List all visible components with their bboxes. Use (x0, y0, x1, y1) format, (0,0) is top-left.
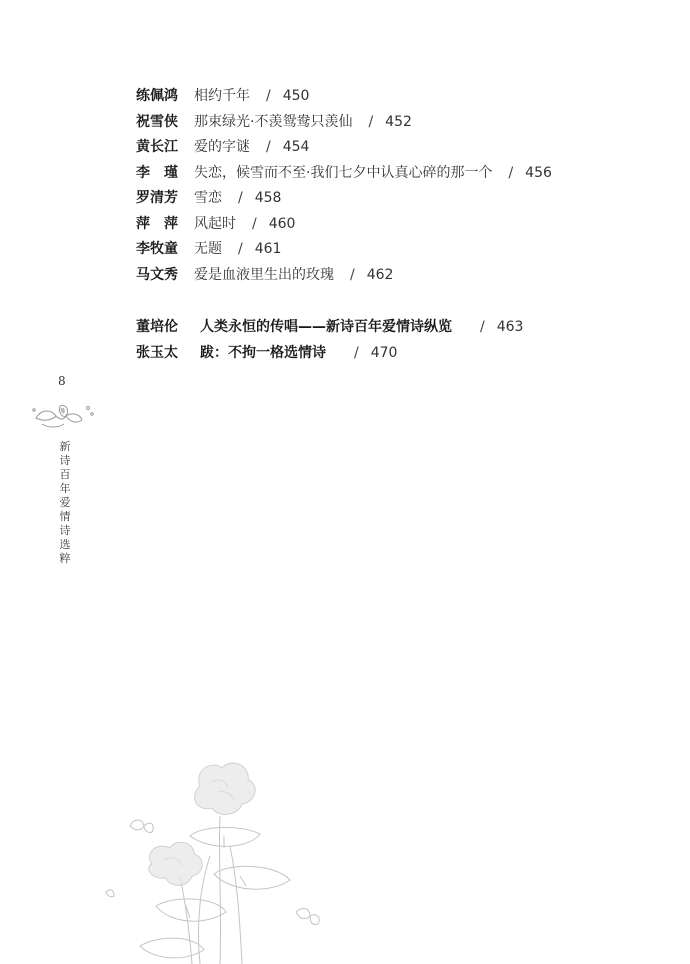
entry-author: 李 瑾 (136, 164, 178, 181)
entry-title: 无题 / 461 (194, 241, 282, 257)
book-title-char: 诗 (59, 524, 71, 537)
entry-title: 风起时 / 460 (194, 215, 296, 232)
entry-page-number: 461 (254, 241, 282, 257)
flower-illustration-icon (100, 756, 340, 964)
entry-author: 李牧童 (136, 241, 178, 257)
entry-separator: / (508, 164, 514, 181)
entry-page-number: 452 (385, 113, 412, 130)
entry-author: 黄长江 (136, 139, 178, 155)
entry-author: 马文秀 (136, 266, 178, 283)
page-folio: 8 (58, 374, 66, 388)
entry-separator: / (350, 266, 355, 283)
entry-page-number: 463 (496, 319, 524, 335)
entry-page-number: 462 (366, 266, 394, 283)
running-book-title (58, 440, 72, 566)
entry-separator: / (480, 319, 485, 335)
entry-separator: / (238, 241, 243, 257)
entry-separator: / (368, 113, 374, 130)
book-title-char: 百 (59, 468, 71, 481)
entry-separator: / (266, 88, 271, 104)
entry-title: 跋：不拘一格选情诗 / 470 (200, 345, 398, 361)
entry-title: 人类永恒的传唱——新诗百年爱情诗纵览 / 463 (200, 319, 524, 335)
entry-page-number: 454 (282, 139, 310, 155)
book-title-char: 粹 (59, 552, 71, 565)
entry-author: 罗清芳 (136, 190, 178, 206)
book-title-char: 年 (59, 482, 71, 495)
entry-author: 萍 萍 (136, 215, 178, 232)
entry-title: 那束绿光·不羡鸳鸯只羡仙 / 452 (194, 113, 412, 130)
entry-title: 爱是血液里生出的玫瑰 / 462 (194, 266, 394, 283)
entry-page-number: 450 (282, 88, 310, 104)
entry-title: 雪恋 / 458 (194, 190, 282, 206)
entry-separator: / (266, 139, 271, 155)
floral-ornament-icon (30, 398, 96, 430)
entry-author: 董培伦 (136, 319, 178, 335)
book-title-char: 诗 (59, 454, 71, 467)
book-title-char: 新 (59, 440, 71, 453)
entry-author: 祝雪侠 (136, 113, 178, 130)
entry-title: 相约千年 / 450 (194, 88, 310, 104)
book-title-char: 选 (59, 538, 71, 551)
entry-author: 练佩鸿 (136, 88, 178, 104)
entry-separator: / (252, 215, 257, 232)
entry-page-number: 470 (370, 345, 398, 361)
entry-title: 失恋，候雪而不至·我们七夕中认真心碎的那一个 / 456 (194, 164, 552, 181)
entry-page-number: 460 (268, 215, 296, 232)
book-title-char: 情 (59, 510, 71, 523)
entry-page-number: 458 (254, 190, 282, 206)
entry-page-number: 456 (525, 164, 552, 181)
entry-title: 爱的字谜 / 454 (194, 139, 310, 155)
book-title-char: 爱 (59, 496, 71, 509)
entry-separator: / (238, 190, 243, 206)
entry-author: 张玉太 (136, 345, 178, 361)
entry-separator: / (354, 345, 359, 361)
